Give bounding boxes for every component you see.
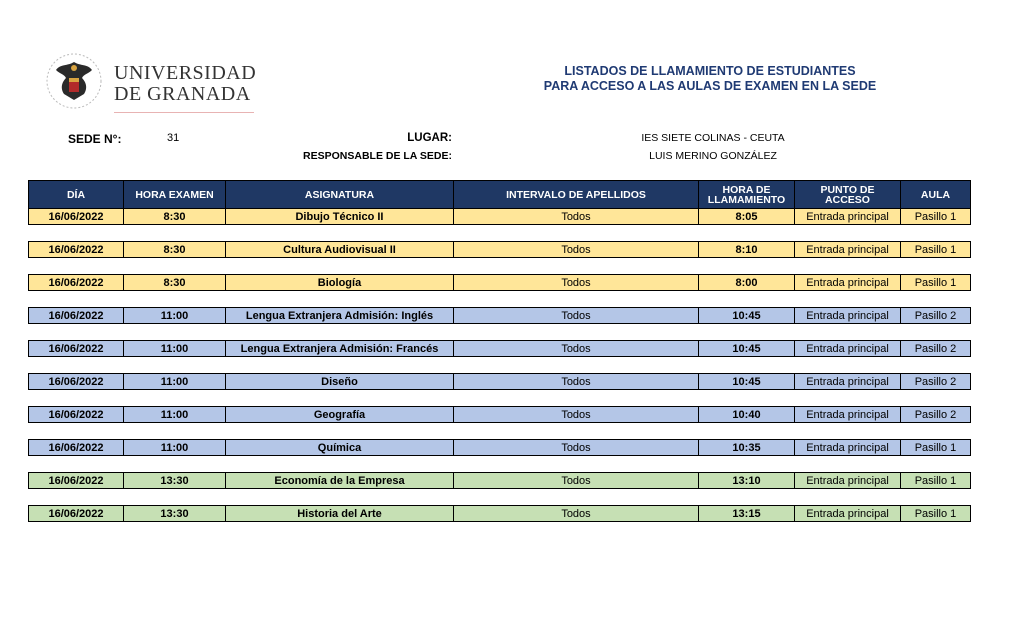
cell-asignatura: Química <box>226 440 454 456</box>
cell-aula: Pasillo 2 <box>901 407 971 423</box>
cell-hora-llamamiento: 8:05 <box>699 209 795 225</box>
row-spacer-cell <box>29 357 971 374</box>
cell-aula: Pasillo 1 <box>901 440 971 456</box>
cell-hora-llamamiento: 8:00 <box>699 275 795 291</box>
cell-intervalo: Todos <box>454 473 699 489</box>
column-header-punto-acceso: PUNTO DE ACCESO <box>795 181 901 209</box>
cell-dia: 16/06/2022 <box>29 341 124 357</box>
row-spacer-cell <box>29 456 971 473</box>
cell-dia: 16/06/2022 <box>29 374 124 390</box>
cell-punto-acceso: Entrada principal <box>795 407 901 423</box>
cell-aula: Pasillo 1 <box>901 473 971 489</box>
cell-hora-examen: 11:00 <box>124 341 226 357</box>
responsable-value: LUIS MERINO GONZÁLEZ <box>649 150 777 162</box>
cell-hora-examen: 11:00 <box>124 308 226 324</box>
cell-aula: Pasillo 2 <box>901 374 971 390</box>
sede-value: 31 <box>167 132 180 144</box>
column-header-dia: DÍA <box>29 181 124 209</box>
cell-intervalo: Todos <box>454 407 699 423</box>
llamamiento-table <box>28 180 971 522</box>
row-spacer-cell <box>29 225 971 242</box>
cell-hora-examen: 11:00 <box>124 407 226 423</box>
cell-asignatura: Geografía <box>226 407 454 423</box>
lugar-label: LUGAR: <box>407 132 452 144</box>
cell-hora-examen: 13:30 <box>124 506 226 522</box>
cell-dia: 16/06/2022 <box>29 407 124 423</box>
cell-punto-acceso: Entrada principal <box>795 275 901 291</box>
cell-dia: 16/06/2022 <box>29 275 124 291</box>
cell-punto-acceso: Entrada principal <box>795 506 901 522</box>
sede-label: SEDE N°: <box>68 132 122 146</box>
column-header-hora-llamamiento: HORA DE LLAMAMIENTO <box>699 181 795 209</box>
table-row <box>29 209 971 225</box>
row-spacer-cell <box>29 324 971 341</box>
cell-intervalo: Todos <box>454 242 699 258</box>
row-spacer <box>29 324 971 341</box>
row-spacer <box>29 423 971 440</box>
cell-dia: 16/06/2022 <box>29 209 124 225</box>
cell-dia: 16/06/2022 <box>29 473 124 489</box>
cell-intervalo: Todos <box>454 341 699 357</box>
cell-hora-llamamiento: 10:45 <box>699 341 795 357</box>
table-body <box>29 209 971 522</box>
table-row <box>29 275 971 291</box>
row-spacer-cell <box>29 423 971 440</box>
row-spacer <box>29 456 971 473</box>
cell-hora-llamamiento: 10:35 <box>699 440 795 456</box>
cell-asignatura: Lengua Extranjera Admisión: Inglés <box>226 308 454 324</box>
cell-aula: Pasillo 1 <box>901 506 971 522</box>
cell-punto-acceso: Entrada principal <box>795 242 901 258</box>
cell-dia: 16/06/2022 <box>29 242 124 258</box>
cell-hora-examen: 8:30 <box>124 242 226 258</box>
row-spacer <box>29 357 971 374</box>
cell-punto-acceso: Entrada principal <box>795 473 901 489</box>
table-row <box>29 308 971 324</box>
university-name-line2: DE GRANADA <box>114 83 251 105</box>
row-spacer-cell <box>29 489 971 506</box>
document-title-line1: LISTADOS DE LLAMAMIENTO DE ESTUDIANTES <box>564 64 856 78</box>
cell-aula: Pasillo 2 <box>901 308 971 324</box>
row-spacer <box>29 489 971 506</box>
table-row <box>29 242 971 258</box>
document-title-line2: PARA ACCESO A LAS AULAS DE EXAMEN EN LA SEDE <box>543 79 877 93</box>
cell-asignatura: Diseño <box>226 374 454 390</box>
responsable-label: RESPONSABLE DE LA SEDE: <box>303 150 452 162</box>
cell-aula: Pasillo 1 <box>901 275 971 291</box>
cell-asignatura: Economía de la Empresa <box>226 473 454 489</box>
cell-intervalo: Todos <box>454 308 699 324</box>
table-row <box>29 407 971 423</box>
table-row <box>29 440 971 456</box>
cell-aula: Pasillo 1 <box>901 242 971 258</box>
cell-dia: 16/06/2022 <box>29 506 124 522</box>
cell-asignatura: Lengua Extranjera Admisión: Francés <box>226 341 454 357</box>
column-header-intervalo: INTERVALO DE APELLIDOS <box>454 181 699 209</box>
cell-hora-examen: 8:30 <box>124 275 226 291</box>
university-logo <box>44 48 264 118</box>
table-row <box>29 341 971 357</box>
row-spacer <box>29 225 971 242</box>
row-spacer-cell <box>29 291 971 308</box>
cell-punto-acceso: Entrada principal <box>795 308 901 324</box>
row-spacer-cell <box>29 390 971 407</box>
row-spacer <box>29 390 971 407</box>
table-row <box>29 506 971 522</box>
column-header-hora-examen: HORA EXAMEN <box>124 181 226 209</box>
cell-hora-llamamiento: 10:40 <box>699 407 795 423</box>
university-seal-icon <box>44 48 104 118</box>
cell-hora-examen: 13:30 <box>124 473 226 489</box>
cell-hora-llamamiento: 13:15 <box>699 506 795 522</box>
table-header-row <box>29 181 971 209</box>
cell-hora-examen: 11:00 <box>124 440 226 456</box>
cell-punto-acceso: Entrada principal <box>795 341 901 357</box>
cell-asignatura: Cultura Audiovisual II <box>226 242 454 258</box>
cell-punto-acceso: Entrada principal <box>795 440 901 456</box>
lugar-value: IES SIETE COLINAS - CEUTA <box>641 132 785 144</box>
cell-intervalo: Todos <box>454 440 699 456</box>
cell-aula: Pasillo 2 <box>901 341 971 357</box>
cell-intervalo: Todos <box>454 275 699 291</box>
table-row <box>29 473 971 489</box>
cell-hora-llamamiento: 8:10 <box>699 242 795 258</box>
row-spacer-cell <box>29 258 971 275</box>
cell-intervalo: Todos <box>454 506 699 522</box>
row-spacer <box>29 258 971 275</box>
row-spacer <box>29 291 971 308</box>
cell-asignatura: Dibujo Técnico II <box>226 209 454 225</box>
cell-hora-llamamiento: 10:45 <box>699 374 795 390</box>
column-header-aula: AULA <box>901 181 971 209</box>
cell-hora-llamamiento: 10:45 <box>699 308 795 324</box>
cell-dia: 16/06/2022 <box>29 440 124 456</box>
column-header-asignatura: ASIGNATURA <box>226 181 454 209</box>
cell-asignatura: Historia del Arte <box>226 506 454 522</box>
cell-hora-examen: 8:30 <box>124 209 226 225</box>
table-row <box>29 374 971 390</box>
cell-punto-acceso: Entrada principal <box>795 374 901 390</box>
cell-dia: 16/06/2022 <box>29 308 124 324</box>
cell-hora-examen: 11:00 <box>124 374 226 390</box>
logo-divider <box>114 112 254 113</box>
cell-punto-acceso: Entrada principal <box>795 209 901 225</box>
cell-intervalo: Todos <box>454 374 699 390</box>
cell-hora-llamamiento: 13:10 <box>699 473 795 489</box>
university-name-line1: UNIVERSIDAD <box>114 62 257 84</box>
cell-asignatura: Biología <box>226 275 454 291</box>
university-name <box>114 63 256 105</box>
document-title <box>500 64 920 94</box>
cell-aula: Pasillo 1 <box>901 209 971 225</box>
cell-intervalo: Todos <box>454 209 699 225</box>
